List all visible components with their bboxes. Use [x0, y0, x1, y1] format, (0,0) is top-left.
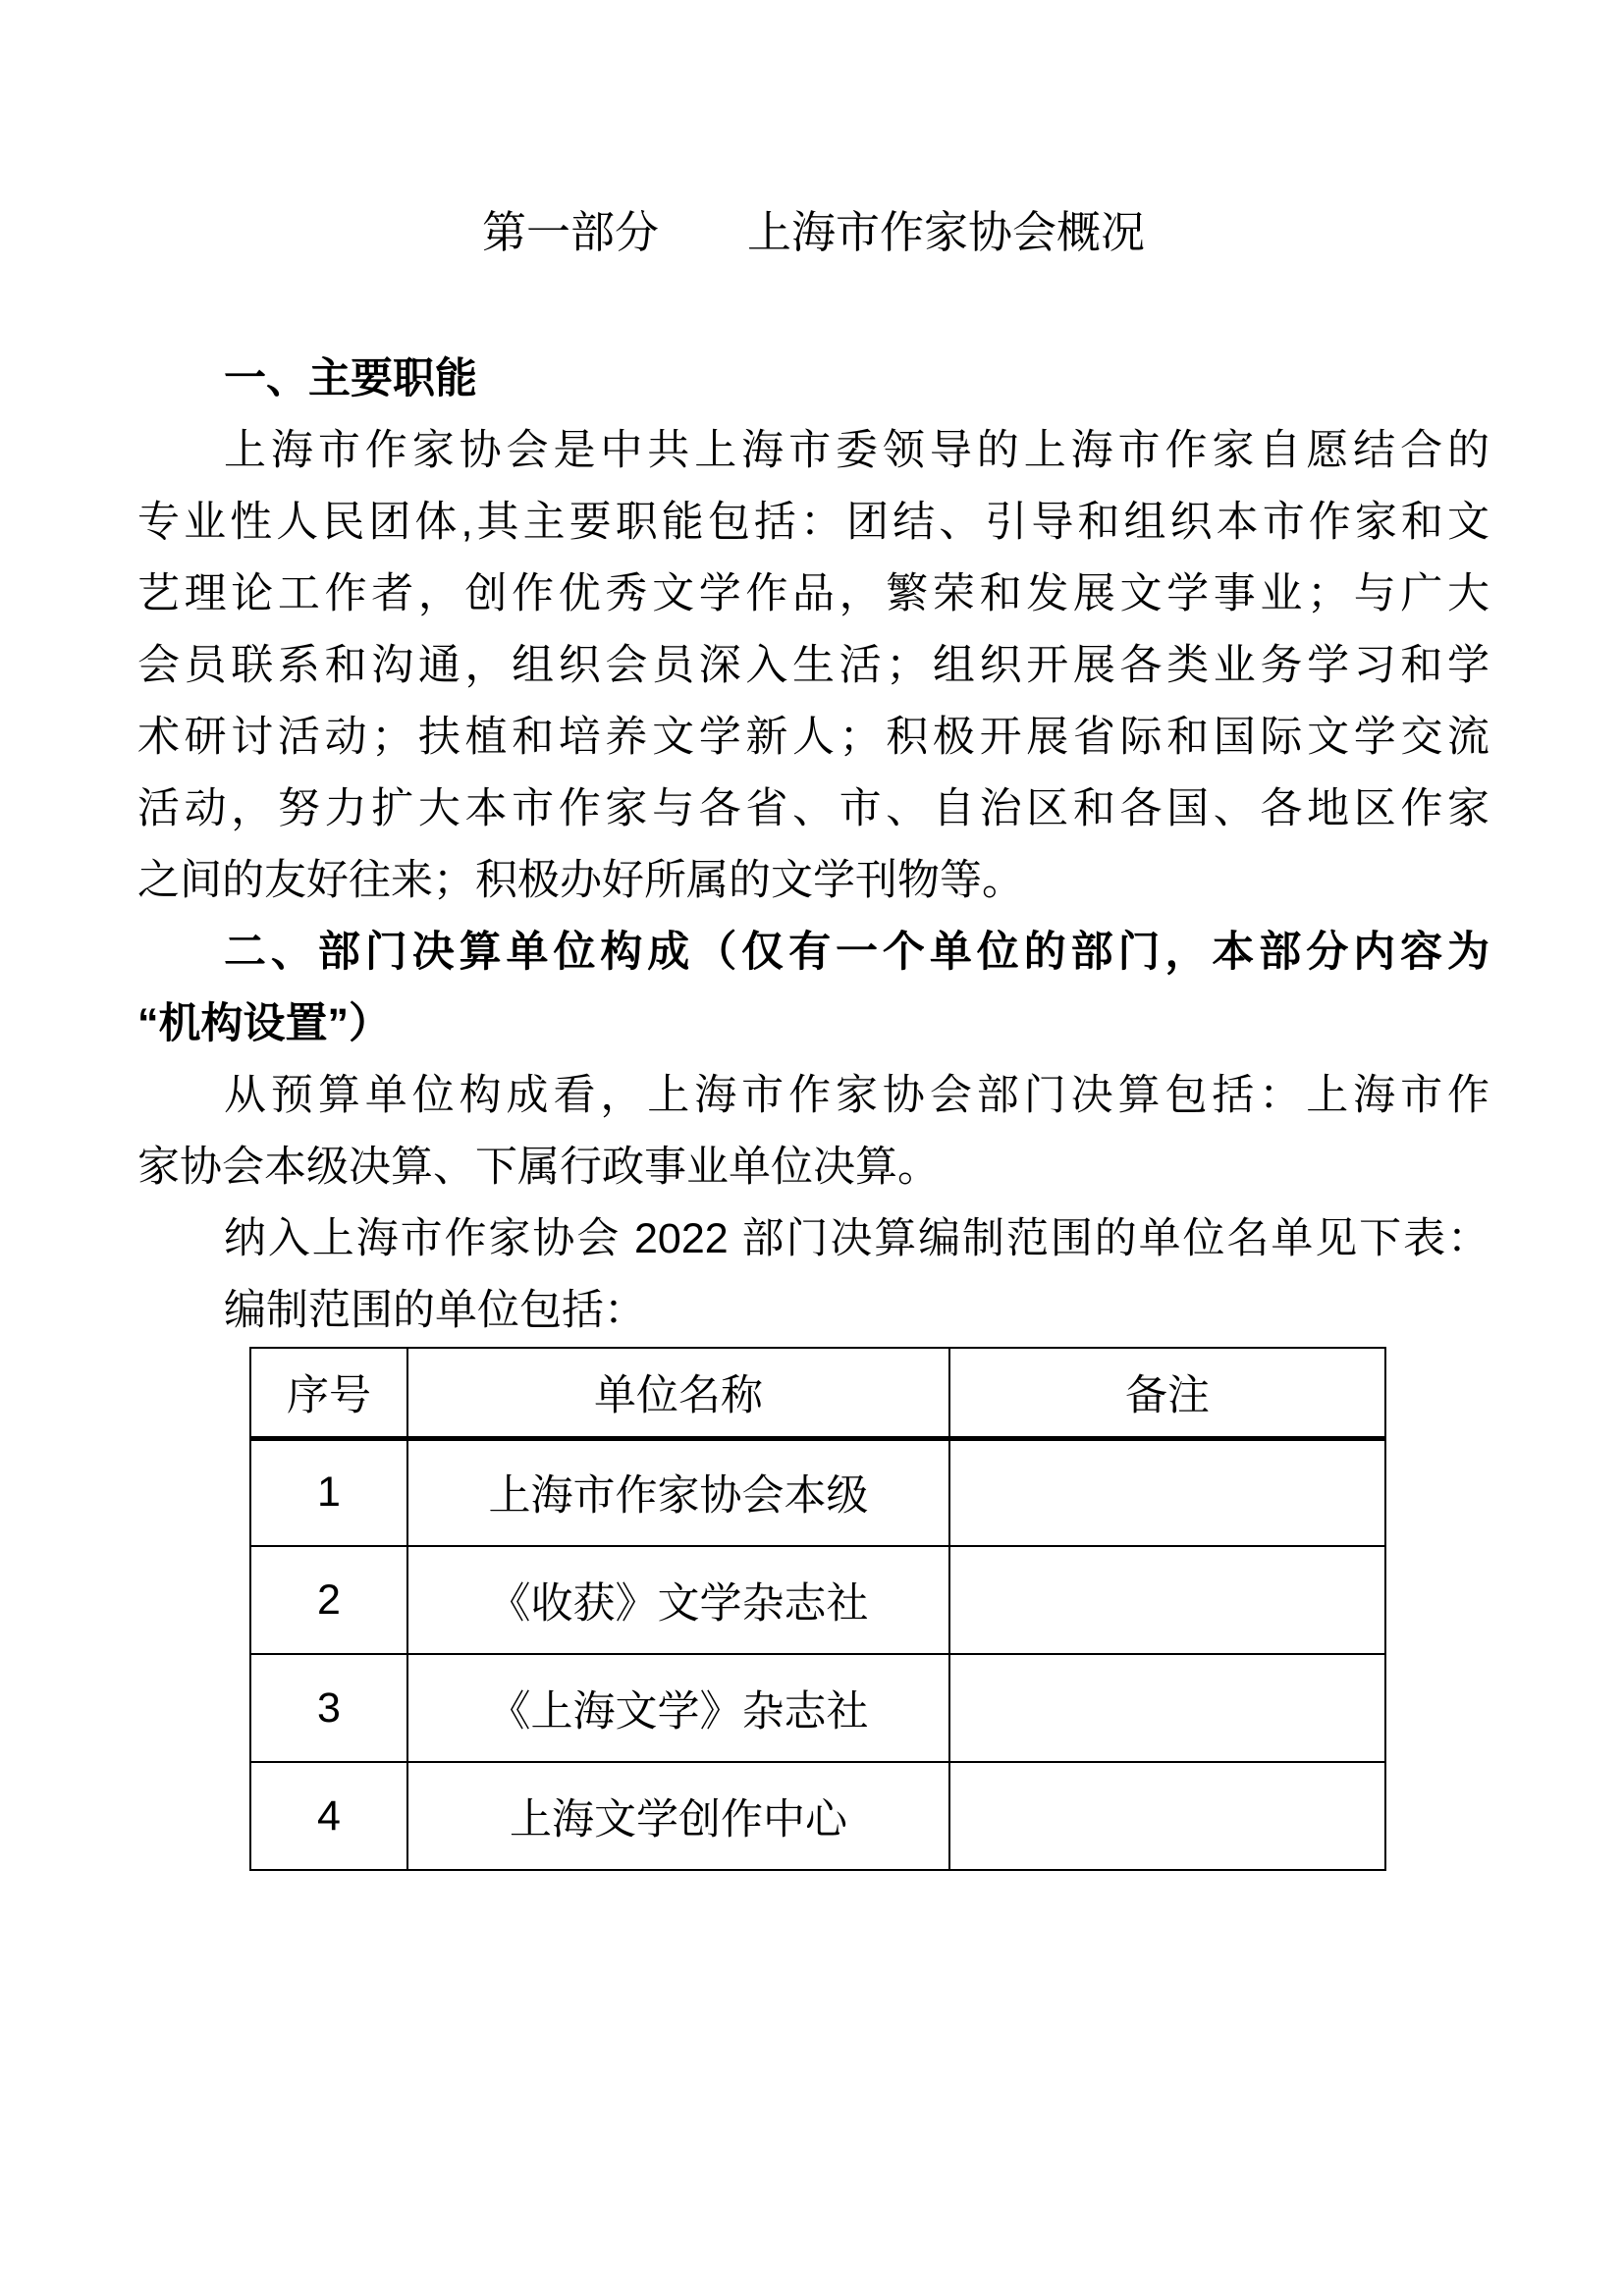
serial-cell: 4	[250, 1762, 407, 1870]
paragraph-line: 家协会本级决算、下属行政事业单位决算。	[137, 1144, 940, 1191]
section2-heading-line: 二、部门决算单位构成（仅有一个单位的部门，本部分内容为	[224, 929, 1489, 976]
paragraph-line: 从预算单位构成看，上海市作家协会部门决算包括：上海市作	[224, 1072, 1489, 1119]
note-cell	[949, 1654, 1385, 1762]
paragraph-line: 之间的友好往来；积极办好所属的文学刊物等。	[137, 857, 1024, 904]
serial-cell: 2	[250, 1546, 407, 1654]
note-cell	[949, 1762, 1385, 1870]
table-intro-line: 编制范围的单位包括：	[224, 1287, 646, 1334]
serial-cell: 1	[250, 1438, 407, 1546]
paragraph-line: 术研讨活动；扶植和培养文学新人；积极开展省际和国际文学交流	[137, 714, 1489, 761]
table-intro-line: 纳入上海市作家协会 2022 部门决算编制范围的单位名单见下表：	[224, 1215, 1489, 1262]
page-title: 第一部分 上海市作家协会概况	[481, 207, 1145, 257]
table-header-row	[250, 1348, 1385, 1438]
note-cell	[949, 1438, 1385, 1546]
section1-heading: 一、主要职能	[224, 355, 477, 402]
note-cell	[949, 1546, 1385, 1654]
paragraph-line: 专业性人民团体,其主要职能包括：团结、引导和组织本市作家和文	[137, 499, 1489, 546]
unit-name-cell: 上海市作家协会本级	[407, 1438, 949, 1546]
unit-name-cell: 《上海文学》杂志社	[407, 1654, 949, 1762]
unit-name-cell: 《收获》文学杂志社	[407, 1546, 949, 1654]
paragraph-line: 艺理论工作者，创作优秀文学作品，繁荣和发展文学事业；与广大	[137, 570, 1489, 617]
serial-cell: 3	[250, 1654, 407, 1762]
table-header-note: 备注	[949, 1348, 1385, 1438]
table-row	[250, 1546, 1385, 1654]
document-content	[0, 196, 1624, 1871]
table-row	[250, 1762, 1385, 1870]
paragraph-line: 上海市作家协会是中共上海市委领导的上海市作家自愿结合的	[224, 427, 1489, 474]
paragraph-line: 活动，努力扩大本市作家与各省、市、自治区和各国、各地区作家	[137, 785, 1489, 832]
table-header-unit-name: 单位名称	[407, 1348, 949, 1438]
paragraph-line: 会员联系和沟通，组织会员深入生活；组织开展各类业务学习和学	[137, 642, 1489, 689]
unit-name-cell: 上海文学创作中心	[407, 1762, 949, 1870]
section2-heading-line: “机构设置”）	[137, 1000, 391, 1047]
table-header-serial: 序号	[250, 1348, 407, 1438]
table-row	[250, 1438, 1385, 1546]
table-row	[250, 1654, 1385, 1762]
units-table	[249, 1347, 1386, 1871]
